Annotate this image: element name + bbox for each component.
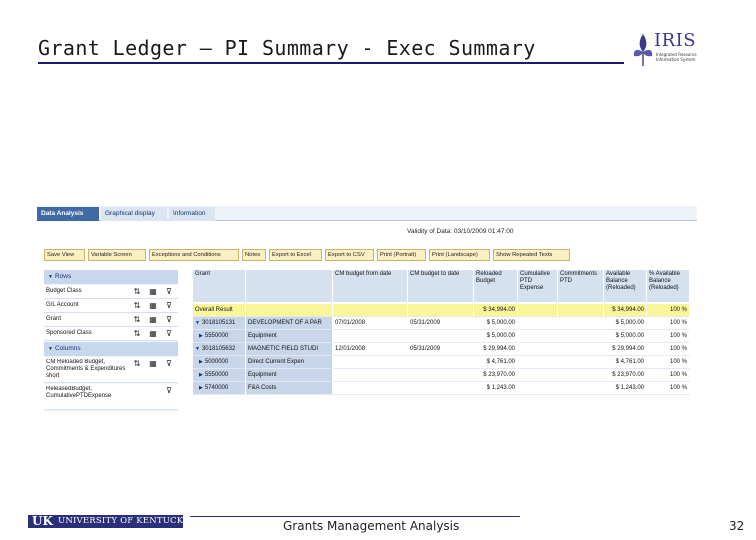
nav-row-label: G/L Account (46, 302, 79, 308)
reloaded-budget-cell (474, 317, 518, 330)
cell-value: 5000000 (204, 359, 229, 365)
budget-from-cell (333, 330, 408, 343)
table-icon[interactable]: ▦ (149, 301, 157, 310)
page-number: 32 (729, 519, 745, 533)
variable-screen-button[interactable]: Variable Screen (88, 249, 146, 261)
table-icon[interactable]: ▦ (149, 287, 157, 296)
nav-column-label: CM Reloaded Budget, Commitments & Expenditures short (46, 359, 126, 379)
grant-cell[interactable] (193, 343, 246, 356)
grant-text-cell (246, 304, 333, 317)
cell-value: 5740000 (204, 385, 229, 391)
cell-value: 100 % (669, 372, 687, 378)
collapse-triangle-icon[interactable]: ▼ (195, 346, 200, 352)
sort-icon[interactable]: ⇅ (133, 359, 141, 368)
cell-value: 100 % (669, 359, 687, 365)
available-balance-cell (604, 356, 647, 369)
budget-from-cell (333, 343, 408, 356)
reloaded-budget-cell (474, 304, 518, 317)
cell-value: Equipment (248, 372, 277, 378)
column-header-available-balance[interactable]: Available Balance (Reloaded) (604, 270, 647, 303)
cell-value: 05/31/2009 (410, 346, 441, 352)
cell-value: Overall Result (195, 307, 233, 313)
print-portrait-button[interactable]: Print (Portrait) (377, 249, 426, 261)
cell-value: 5550000 (204, 372, 229, 378)
cell-value: $ 34,994.00 (483, 307, 515, 313)
validity-of-data: Validity of Data: 03/10/2009 01:47:00 (407, 228, 514, 235)
tab-graphical-display[interactable]: Graphical display (101, 207, 167, 221)
sort-icon[interactable]: ⇅ (133, 315, 141, 324)
table-row[interactable] (193, 343, 690, 356)
cell-value: $ 23,970.00 (483, 372, 515, 378)
cell-value: 07/01/2008 (335, 320, 366, 326)
grant-text-cell (246, 382, 333, 395)
grant-cell[interactable] (193, 369, 246, 382)
available-balance-cell (604, 343, 647, 356)
filter-icon[interactable]: ⊽ (166, 315, 172, 324)
sort-icon[interactable]: ⇅ (133, 301, 141, 310)
iris-logo (632, 32, 702, 68)
collapse-triangle-icon: ▼ (48, 274, 53, 280)
table-row[interactable] (193, 382, 690, 395)
cell-value: 100 % (669, 320, 687, 326)
reloaded-budget-cell (474, 343, 518, 356)
tab-information[interactable]: Information (169, 207, 215, 221)
available-balance-cell (604, 369, 647, 382)
nav-row-budget-class[interactable] (44, 285, 178, 299)
expand-triangle-icon[interactable]: ▶ (199, 385, 203, 391)
grant-text-cell (246, 317, 333, 330)
cell-value: $ 29,994.00 (483, 346, 515, 352)
cell-value: 12/01/2008 (335, 346, 366, 352)
nav-column-label: ReleasedBudget, CumulativePTDExpense (46, 386, 112, 399)
cell-value: 5550000 (204, 333, 229, 339)
available-balance-cell (604, 382, 647, 395)
cell-value: $ 1,243.00 (486, 385, 515, 391)
grant-text-cell (246, 343, 333, 356)
nav-column-released-budget[interactable] (44, 384, 178, 410)
grant-cell[interactable] (193, 317, 246, 330)
pct-available-cell (647, 356, 690, 369)
table-icon[interactable]: ▦ (149, 359, 157, 368)
budget-from-cell (333, 369, 408, 382)
pct-available-cell (647, 330, 690, 343)
column-header-commitments-ptd[interactable]: Commitments PTD (558, 270, 604, 303)
pct-available-cell (647, 317, 690, 330)
cell-value: $ 34,994.00 (612, 307, 644, 313)
cell-value: DEVELOPMENT OF A PAR (248, 320, 322, 326)
commitments-cell (558, 382, 604, 395)
filter-icon[interactable]: ⊽ (166, 301, 172, 310)
footer-divider (190, 516, 520, 517)
pct-available-cell (647, 369, 690, 382)
cell-value: 100 % (669, 333, 687, 339)
footer-title: Grants Management Analysis (283, 519, 460, 533)
tab-data-analysis[interactable]: Data Analysis (37, 207, 99, 221)
grant-cell[interactable] (193, 330, 246, 343)
cumulative-ptd-cell (518, 343, 558, 356)
cumulative-ptd-cell (518, 356, 558, 369)
iris-logo-word: IRIS (654, 30, 697, 51)
table-row[interactable] (193, 330, 690, 343)
nav-row-grant[interactable] (44, 313, 178, 327)
budget-to-cell (408, 304, 474, 317)
budget-to-cell (408, 369, 474, 382)
commitments-cell (558, 330, 604, 343)
cell-value: 100 % (669, 346, 687, 352)
cell-value: $ 5,000.00 (486, 333, 515, 339)
columns-header-label: Columns (54, 345, 81, 352)
uk-logo-mark: UK (32, 514, 53, 528)
table-row[interactable] (193, 369, 690, 382)
cell-value: $ 5,000.00 (486, 320, 515, 326)
slide-title: Grant Ledger – PI Summary - Exec Summary (38, 36, 624, 64)
expand-triangle-icon[interactable]: ▶ (199, 359, 203, 365)
cumulative-ptd-cell (518, 382, 558, 395)
cumulative-ptd-cell (518, 317, 558, 330)
grant-text-cell (246, 369, 333, 382)
table-icon[interactable]: ▦ (149, 315, 157, 324)
export-excel-button[interactable]: Export to Excel (269, 249, 322, 261)
nav-row-label: Budget Class (46, 288, 82, 294)
save-view-button[interactable]: Save View (44, 249, 85, 261)
reloaded-budget-cell (474, 382, 518, 395)
cell-value: MAGNETIC FIELD STUDI (248, 346, 319, 352)
available-balance-cell (604, 304, 647, 317)
pct-available-cell (647, 343, 690, 356)
grant-text-cell (246, 356, 333, 369)
cell-value: Equipment (248, 333, 277, 339)
commitments-cell (558, 356, 604, 369)
sort-icon[interactable]: ⇅ (133, 329, 141, 338)
budget-from-cell (333, 382, 408, 395)
navigation-pane (44, 270, 178, 412)
available-balance-cell (604, 330, 647, 343)
column-header-reloaded-budget[interactable]: Reloaded Budget (474, 270, 518, 303)
cell-value: 05/31/2009 (410, 320, 441, 326)
filter-icon[interactable]: ⊽ (166, 287, 172, 296)
column-header-cumulative-ptd[interactable]: Cumulative PTD Expense (518, 270, 558, 303)
sort-icon[interactable]: ⇅ (133, 287, 141, 296)
cell-value: 3018105131 (201, 320, 236, 326)
pct-available-cell (647, 304, 690, 317)
filter-icon[interactable]: ⊽ (166, 386, 172, 395)
cell-value: $ 1,243.00 (615, 385, 644, 391)
budget-from-cell (333, 317, 408, 330)
filter-icon[interactable]: ⊽ (166, 329, 172, 338)
cell-value: 3018105632 (201, 346, 236, 352)
budget-to-cell (408, 330, 474, 343)
collapse-triangle-icon: ▼ (48, 346, 53, 352)
export-csv-button[interactable]: Export to CSV (325, 249, 374, 261)
cell-value: $ 5,000.00 (615, 333, 644, 339)
grant-cell[interactable] (193, 382, 246, 395)
expand-triangle-icon[interactable]: ▶ (199, 372, 203, 378)
cell-value: 100 % (669, 385, 687, 391)
expand-triangle-icon[interactable]: ▶ (199, 333, 203, 339)
cell-value: F&A Costs (248, 385, 277, 391)
rows-section-header[interactable] (44, 270, 178, 284)
column-header-cm-budget-to[interactable]: CM budget to date (408, 270, 474, 303)
budget-from-cell (333, 304, 408, 317)
print-landscape-button[interactable]: Print (Landscape) (429, 249, 490, 261)
commitments-cell (558, 304, 604, 317)
cumulative-ptd-cell (518, 369, 558, 382)
notes-button[interactable]: Notes (242, 249, 266, 261)
uk-logo (28, 514, 189, 528)
grant-cell[interactable] (193, 304, 246, 317)
commitments-cell (558, 317, 604, 330)
nav-column-cm-reloaded[interactable] (44, 357, 178, 383)
exceptions-conditions-button[interactable]: Exceptions and Conditions (149, 249, 239, 261)
table-row[interactable] (193, 317, 690, 330)
reloaded-budget-cell (474, 330, 518, 343)
reloaded-budget-cell (474, 369, 518, 382)
grant-cell[interactable] (193, 356, 246, 369)
show-repeated-texts-button[interactable]: Show Repeated Texts (493, 249, 570, 261)
nav-row-sponsored-class[interactable] (44, 327, 178, 341)
cumulative-ptd-cell (518, 304, 558, 317)
report-tabs (37, 206, 697, 221)
budget-from-cell (333, 356, 408, 369)
overall-result-row[interactable] (193, 304, 690, 317)
column-header-grant-text[interactable] (246, 270, 333, 303)
cell-value: 100 % (669, 307, 687, 313)
table-row[interactable] (193, 356, 690, 369)
cell-value: Direct Current Expen (248, 359, 305, 365)
cell-value: $ 29,994.00 (612, 346, 644, 352)
cell-value: $ 5,000.00 (615, 320, 644, 326)
column-header-cm-budget-from[interactable]: CM budget from date (333, 270, 408, 303)
iris-logo-subtitle: Integrated Resource Information System (656, 52, 697, 62)
budget-to-cell (408, 343, 474, 356)
rows-header-label: Rows (54, 273, 72, 280)
budget-to-cell (408, 317, 474, 330)
reloaded-budget-cell (474, 356, 518, 369)
cell-value: $ 4,761.00 (486, 359, 515, 365)
collapse-triangle-icon[interactable]: ▼ (195, 320, 200, 326)
budget-to-cell (408, 382, 474, 395)
pct-available-cell (647, 382, 690, 395)
nav-row-label: Grant (46, 316, 62, 322)
column-header-pct-available[interactable]: % Available Balance (Reloaded) (647, 270, 690, 303)
report-screenshot (37, 206, 697, 412)
nav-row-label: Sponsored Class (46, 330, 92, 336)
cell-value: $ 4,761.00 (615, 359, 644, 365)
iris-flower-icon (632, 32, 654, 68)
available-balance-cell (604, 317, 647, 330)
commitments-cell (558, 369, 604, 382)
filter-icon[interactable]: ⊽ (166, 359, 172, 368)
nav-row-gl-account[interactable] (44, 299, 178, 313)
budget-to-cell (408, 356, 474, 369)
results-grid (193, 270, 690, 412)
column-header-grant[interactable]: Grant (193, 270, 246, 303)
grant-text-cell (246, 330, 333, 343)
columns-section-header[interactable] (44, 342, 178, 356)
uk-logo-name: UNIVERSITY OF KENTUCKY (58, 516, 189, 526)
commitments-cell (558, 343, 604, 356)
table-icon[interactable]: ▦ (149, 329, 157, 338)
cumulative-ptd-cell (518, 330, 558, 343)
cell-value: $ 23,970.00 (612, 372, 644, 378)
